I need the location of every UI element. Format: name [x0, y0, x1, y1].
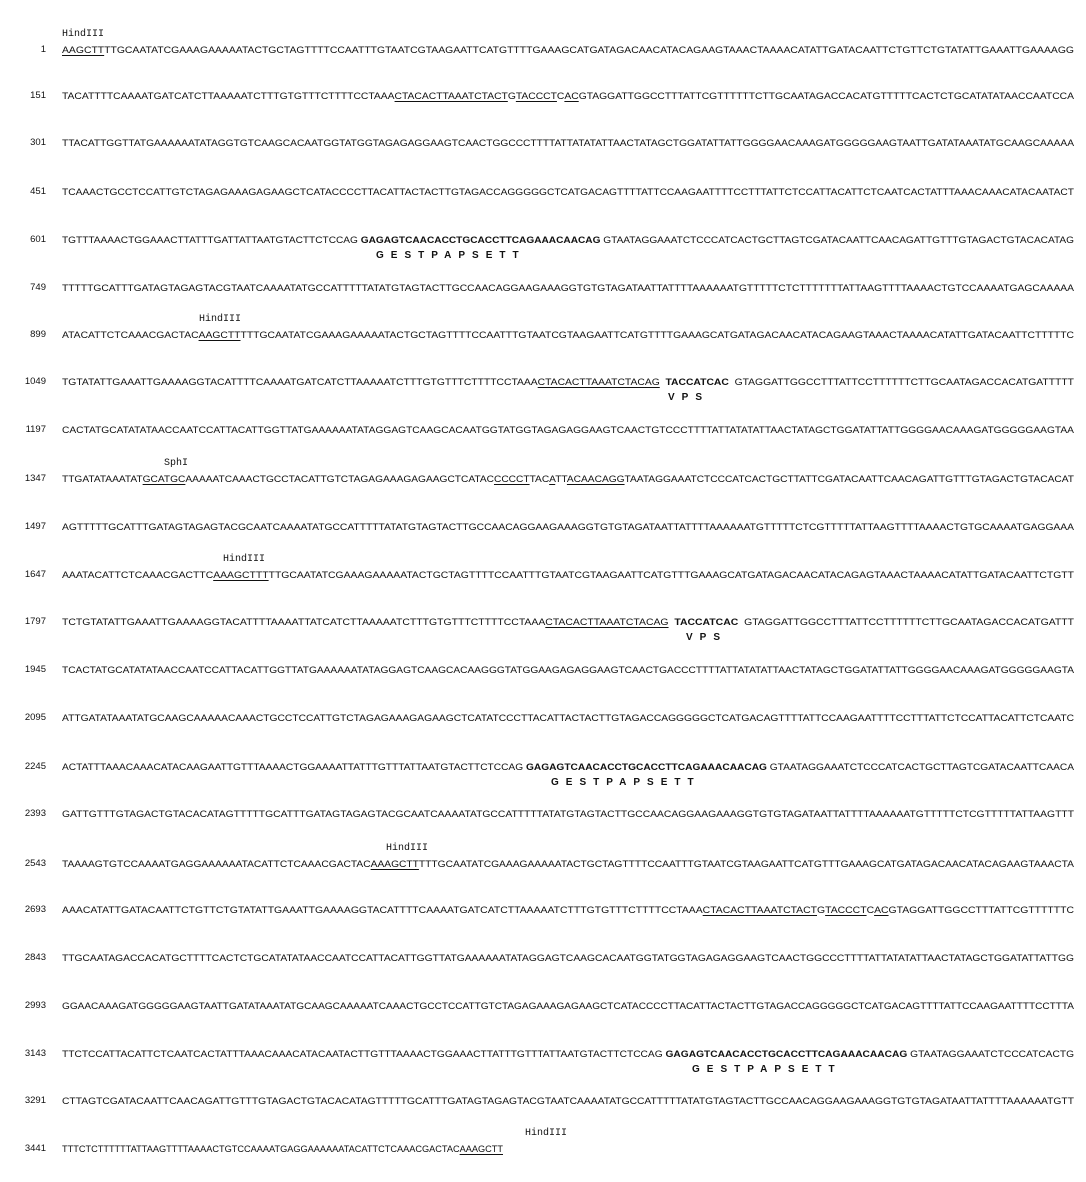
restriction-site-label: HindIII [525, 1128, 568, 1139]
position-number: 2543 [24, 858, 46, 869]
sequence-row [0, 1045, 1086, 1063]
underlined-motif: AC [564, 91, 579, 101]
sequence-row [0, 183, 1086, 201]
sequence-text [62, 231, 1074, 249]
sequence-segment: GTAGGATTGGCCTTTATTCGTTTTTTC [888, 905, 1074, 915]
underlined-motif: AAAGCTTT [213, 570, 269, 580]
exon-sequence: GAGAGTCAACACCTGCACCTTCAGAAACAACAG [665, 1049, 908, 1059]
position-number: 301 [30, 137, 46, 148]
position-number: 601 [30, 234, 46, 245]
underlined-motif: AAGCTT [62, 45, 105, 55]
underlined-motif: TACCCT [825, 905, 867, 915]
position-number: 3291 [24, 1095, 46, 1106]
position-number: 2095 [24, 712, 46, 723]
sequence-text [62, 183, 1074, 201]
sequence-row [0, 566, 1086, 584]
sequence-text [62, 518, 1074, 536]
sequence-text [62, 1045, 1074, 1063]
sequence-segment: TCAAACTGCCTCCATTGTCTAGAGAAAGAGAAGCTCATACCCCTTACATTACTACTTGTAGACCAGGGGGCTCATGACAGTTTTATTCCAAGAATTTTCCTTTATTCTCCATTACATTCTCAATCACTATTTAAACAAACATACAATACT [62, 187, 1074, 197]
restriction-site-label: SphI [164, 458, 189, 469]
underlined-motif: TACCCT [515, 91, 557, 101]
sequence-segment: G [507, 91, 516, 101]
sequence-segment: TTCTCCATTACATTCTCAATCACTATTTAAACAAACATACAATACTTGTTTAAAACTGGAAACTTATTTGTTTATTAATGTACTTCTCCAG [62, 1049, 666, 1059]
sequence-segment: GTAGGATTGGCCTTTATTCCTTTTTTCTTGCAATAGACCACATGATTT [738, 617, 1074, 627]
amino-acid-translation: GESTPAPSETT [551, 777, 701, 788]
amino-acid-translation: VPS [668, 392, 710, 403]
sequence-text [62, 1092, 1074, 1110]
sequence-text [62, 134, 1074, 152]
sequence-row [0, 518, 1086, 536]
position-number: 451 [30, 186, 46, 197]
underlined-motif: CCCCT [493, 474, 530, 484]
sequence-text [62, 326, 1074, 344]
sequence-segment: TCACTATGCATATATAACCAATCCATTACATTGGTTATGAAAAAATATAGGAGTCAAGCACAAGGGTATGGAAGAGAGGAAGTCAACTGACCCTTTTATTATATATTAACTATAGCTGGATATTATTGGGGAACAAAGATGGGGGAAGTA [62, 665, 1074, 675]
sequence-segment: TTTCTCTTTTTTATTAAGTTTTAAAACTGTCCAAAATGAGGAAAAAATACATTCTCAAACGACTAC [62, 1144, 460, 1154]
sequence-text [62, 279, 1074, 297]
sequence-segment: TTGATATAAATAT [62, 474, 143, 484]
sequence-segment: ACTATTTAAACAAACATACAAGAATTGTTTAAAACTGGAAAATTATTTGTTTATTAATGTACTTCTCCAG [62, 762, 526, 772]
underlined-motif: ACAACAGG [566, 474, 625, 484]
sequence-segment: TTGCAATAGACCACATGCTTTTCACTCTGCATATATAACCAATCCATTACATTGGTTATGAAAAAATATAGGAGTCAAGCACAATGGTATGGTAGAGAGGAAGTCAACTGGCCCTTTTATTATATATTAACTATAGCTGGATATTATTGG [62, 953, 1074, 963]
position-number: 1 [40, 44, 46, 55]
sequence-segment: TTGCAATATCGAAAGAAAAATACTGCTAGTTTTCCAATTTGTAATCGTAAGAATTCATGTTTGAAAGCATGATAGACAACATACAGAGTAAACTAAAACATATTGATACAATTCTGTT [268, 570, 1074, 580]
position-number: 899 [30, 329, 46, 340]
sequence-row [0, 326, 1086, 344]
sequence-segment: GATTGTTTGTAGACTGTACACATAGTTTTTGCATTTGATAGTAGAGTACGCAATCAAAATATGCCATTTTTATATGTAGTACTTGCCAACAGGAAGAAAGGTGTGTAGATAATTATTTTAAAAAATGTTTTTCTCGTTTTTATTAAGTTT [62, 809, 1074, 819]
position-number: 2843 [24, 952, 46, 963]
underlined-motif: AAAGCTT [459, 1144, 503, 1154]
sequence-segment: GTAATAGGAAATCTCCCATCACTGCTTAGTCGATACAATTCAACA [766, 762, 1074, 772]
sequence-text [62, 997, 1074, 1015]
sequence-segment: GGAACAAAGATGGGGGAAGTAATTGATATAAATATGCAAGCAAAAATCAAACTGCCTCCATTGTCTAGAGAAAGAGAAGCTCATACCCCTTACATTACTACTTGTAGACCAGGGGGCTCATGACAGTTTTATTCCAAGAATTTTCCTTTA [62, 1001, 1074, 1011]
sequence-segment: CACTATGCATATATAACCAATCCATTACATTGGTTATGAAAAAATATAGGAGTCAAGCACAATGGTATGGTAGAGAGGAAGTCAACTGTCCCTTTTATTATATATTAACTATAGCTGGATATTATTGGGGAACAAAGATGGGGGAAGTAA [62, 425, 1074, 435]
sequence-row [0, 758, 1086, 776]
sequence-row [0, 373, 1086, 391]
underlined-motif: CTACACTTAAATCTACAG [537, 377, 660, 387]
sequence-text [62, 855, 1074, 873]
position-number: 151 [30, 90, 46, 101]
sequence-segment: TGTTTAAAACTGGAAACTTATTTGATTATTAATGTACTTCTCCAG [62, 235, 361, 245]
position-number: 1797 [24, 616, 46, 627]
sequence-text [62, 709, 1074, 727]
sequence-row [0, 997, 1086, 1015]
position-number: 2693 [24, 904, 46, 915]
sequence-segment: TTTGCAATATCGAAAGAAAAATACTGCTAGTTTTCCAATTTGTAATCGTAAGAATTCATGTTTGAAAGCATGATAGACAACATACAGAAGTAAACTA [418, 859, 1074, 869]
position-number: 1197 [25, 424, 46, 435]
sequence-segment: G [817, 905, 826, 915]
position-number: 749 [30, 282, 46, 293]
sequence-segment: ATTGATATAAATATGCAAGCAAAAACAAACTGCCTCCATTGTCTAGAGAAAGAGAAGCTCATATCCCTTACATTACTACTTGTAGACCAGGGGGCTCATGACAGTTTTATTCCAAGAATTTTCCTTTATTCTCCATTACATTCTCAATC [62, 713, 1074, 723]
exon-sequence: TACCATCAC [665, 377, 729, 387]
sequence-row [0, 421, 1086, 439]
amino-acid-translation: GESTPAPSETT [692, 1064, 842, 1075]
position-number: 1497 [24, 521, 46, 532]
sequence-text [62, 566, 1074, 584]
underlined-motif: CTACACTTAAATCTACT [394, 91, 508, 101]
exon-sequence: GAGAGTCAACACCTGCACCTTCAGAAACAACAG [360, 235, 601, 245]
sequence-segment: TAAAAGTGTCCAAAATGAGGAAAAAATACATTCTCAAACGACTAC [62, 859, 371, 869]
sequence-segment: TTGCAATATCGAAAGAAAAATACTGCTAGTTTTCCAATTTGTAATCGTAAGAATTCATGTTTTGAAAGCATGATAGACAACATACAGAAGTAAACTAAAACATATTGATACAATTCTGTTCTGTATATTGAAATTGAAAAGG [104, 45, 1074, 55]
sequence-segment: TT [555, 474, 567, 484]
exon-sequence: GAGAGTCAACACCTGCACCTTCAGAAACAACAG [525, 762, 767, 772]
sequence-segment: TTTTTGCATTTGATAGTAGAGTACGTAATCAAAATATGCCATTTTTATATGTAGTACTTGCCAACAGGAAGAAAGGTGTGTAGATAATTATTTTAAAAAATGTTTTTCTCTTTTTTTATTAAGTTTTAAAACTGTCCAAAATGAGCAAAAA [62, 283, 1074, 293]
sequence-text [62, 470, 1074, 488]
sequence-text [62, 661, 1074, 679]
sequence-segment: TGTATATTGAAATTGAAAAGGTACATTTTCAAAATGATCATCTTAAAAATCTTTGTGTTTCTTTTCCTAAA [62, 377, 538, 387]
sequence-row [0, 901, 1086, 919]
underlined-motif: AC [874, 905, 889, 915]
position-number: 3143 [24, 1048, 46, 1059]
sequence-row [0, 231, 1086, 249]
sequence-text [62, 901, 1074, 919]
sequence-segment: TACATTTTCAAAATGATCATCTTAAAAATCTTTGTGTTTCTTTTCCTAAA [62, 91, 395, 101]
restriction-site-label: HindIII [223, 554, 266, 565]
sequence-segment: C [866, 905, 875, 915]
underlined-motif: CTACACTTAAATCTACAG [545, 617, 669, 627]
amino-acid-translation: GESTPAPSETT [376, 250, 526, 261]
sequence-segment: AAAAATCAAACTGCCTACATTGTCTAGAGAAAGAGAAGCTCATAC [185, 474, 494, 484]
position-number: 2393 [24, 808, 46, 819]
sequence-row [0, 1140, 1086, 1158]
sequence-row [0, 709, 1086, 727]
position-number: 2993 [24, 1000, 46, 1011]
sequence-row [0, 134, 1086, 152]
sequence-row [0, 87, 1086, 105]
sequence-segment: AAACATATTGATACAATTCTGTTCTGTATATTGAAATTGAAAAGGTACATTTTCAAAATGATCATCTTAAAAATCTTTGTGTTTCTTTTCCTAAA [62, 905, 703, 915]
sequence-segment: AGTTTTTGCATTTGATAGTAGAGTACGCAATCAAAATATGCCATTTTTATATGTAGTACTTGCCAACAGGAAGAAAGGTGTGTAGATAATTATTTTAAAAAATGTTTTTCTCGTTTTTATTAAGTTTTAAAACTGTGCAAAATGAGGAAA [62, 522, 1074, 532]
sequence-segment: GTAATAGGAAATCTCCCATCACTG [907, 1049, 1074, 1059]
sequence-segment: ATACATTCTCAAACGACTAC [62, 330, 199, 340]
sequence-segment: TTACATTGGTTATGAAAAAATATAGGTGTCAAGCACAATGGTATGGTAGAGAGGAAGTCAACTGGCCCTTTTATTATATATTAACTATAGCTGGATATTATTGGGGAACAAAGATGGGGGAAGTAATTGATATAAATATGCAAGCAAAAA [62, 138, 1074, 148]
restriction-site-label: HindIII [386, 843, 429, 854]
sequence-text [62, 1140, 503, 1158]
position-number: 1647 [24, 569, 46, 580]
sequence-segment: GTAGGATTGGCCTTTATTCCTTTTTTCTTGCAATAGACCACATGATTTTT [728, 377, 1074, 387]
underlined-motif: GCATGC [142, 474, 186, 484]
position-number: 3441 [24, 1143, 46, 1154]
position-number: 1945 [24, 664, 46, 675]
restriction-site-label: HindIII [199, 314, 242, 325]
sequence-text [62, 613, 1074, 631]
sequence-row [0, 279, 1086, 297]
underlined-motif: AAAGCTT [370, 859, 419, 869]
sequence-text [62, 41, 1074, 59]
sequence-row [0, 613, 1086, 631]
sequence-segment: TTTGCAATATCGAAAGAAAAATACTGCTAGTTTTCCAATTTGTAATCGTAAGAATTCATGTTTTGAAAGCATGATAGACAACATACAGAAGTAAACTAAAACATATTGATACAATTCTTTTTC [240, 330, 1074, 340]
sequence-segment: AAATACATTCTCAAACGACTTC [62, 570, 214, 580]
sequence-segment: CTTAGTCGATACAATTCAACAGATTGTTTGTAGACTGTACACATAGTTTTTGCATTTGATAGTAGAGTACGTAATCAAAATATGCCATTTTTATATGTAGTACTTGCCAACAGGAAGAAAGGTGTGTAGATAATTATTTTAAAAAATGTT [62, 1096, 1074, 1106]
sequence-row [0, 1092, 1086, 1110]
underlined-motif: AAGCTT [198, 330, 241, 340]
sequence-text [62, 87, 1074, 105]
sequence-row [0, 470, 1086, 488]
sequence-row [0, 855, 1086, 873]
exon-sequence: TACCATCAC [674, 617, 739, 627]
sequence-text [62, 805, 1074, 823]
position-number: 1347 [24, 473, 46, 484]
sequence-segment: GTAGGATTGGCCTTTATTCGTTTTTTCTTGCAATAGACCACATGTTTTTCACTCTGCATATATAACCAATCCA [578, 91, 1074, 101]
sequence-row [0, 41, 1086, 59]
sequence-segment: TAATAGGAAATCTCCCATCACTGCTTATTCGATACAATTCAACAGATTGTTTGTAGACTGTACACAT [624, 474, 1074, 484]
restriction-site-label: HindIII [62, 29, 105, 40]
sequence-segment: TCTGTATATTGAAATTGAAAAGGTACATTTTAAAATTATCATCTTAAAAATCTTTGTGTTTCTTTTCCTAAA [62, 617, 546, 627]
underlined-motif: CTACACTTAAATCTACT [702, 905, 818, 915]
underlined-motif: A [549, 474, 556, 484]
sequence-text [62, 421, 1074, 439]
position-number: 2245 [24, 761, 46, 772]
sequence-segment: TAC [529, 474, 550, 484]
sequence-row [0, 661, 1086, 679]
position-number: 1049 [24, 376, 46, 387]
sequence-segment: GTAATAGGAAATCTCCCATCACTGCTTAGTCGATACAATTCAACAGATTGTTTGTAGACTGTACACATAG [600, 235, 1074, 245]
sequence-row [0, 949, 1086, 967]
sequence-text [62, 373, 1074, 391]
sequence-segment: C [556, 91, 565, 101]
sequence-text [62, 758, 1074, 776]
sequence-text [62, 949, 1074, 967]
sequence-row [0, 805, 1086, 823]
amino-acid-translation: VPS [686, 632, 728, 643]
